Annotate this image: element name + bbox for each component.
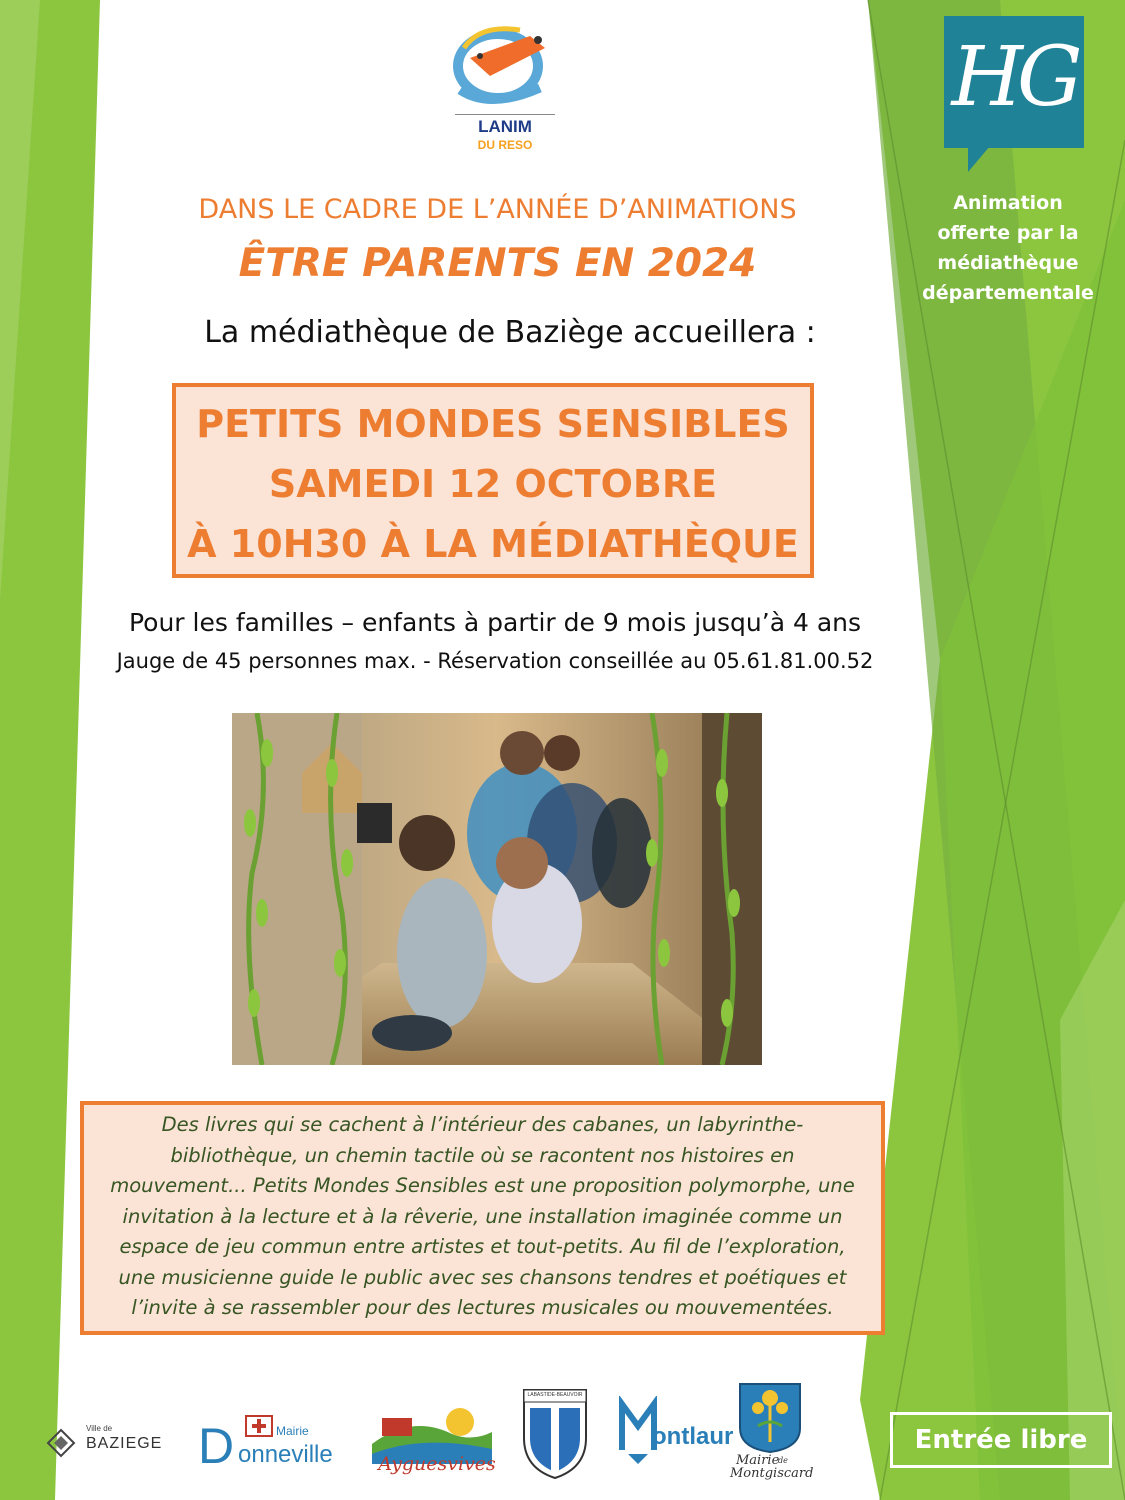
audience-capacity: Jauge de 45 personnes max. - Réservation conseillée au 05.61.81.00.52 bbox=[116, 649, 874, 673]
hg-logo-tail-icon bbox=[960, 146, 1000, 174]
donneville-name: onneville bbox=[238, 1441, 333, 1468]
description-line: Des livres qui se cachent à l’intérieur des cabanes, un labyrinthe- bbox=[161, 1113, 804, 1136]
hg-logo-text: HG bbox=[951, 30, 1077, 125]
donneville-cross-icon bbox=[244, 1410, 274, 1438]
event-title: PETITS MONDES SENSIBLES bbox=[196, 402, 790, 446]
description-line: invitation à la lecture et à la rêverie, une installation imaginée comme un bbox=[122, 1204, 843, 1228]
intro-theme: ÊTRE PARENTS EN 2024 bbox=[238, 241, 757, 286]
labastide-name: LABASTIDE-BEAUVOIR bbox=[527, 1392, 583, 1398]
intro-host: La médiathèque de Baziège accueillera : bbox=[204, 315, 816, 350]
intro-context: DANS LE CADRE DE L’ANNÉE D’ANIMATIONS bbox=[198, 194, 797, 225]
lanim-divider bbox=[455, 114, 555, 115]
ayguesvives-name: Ayguesvives bbox=[378, 1453, 496, 1475]
montlaur-name: ontlaur bbox=[652, 1423, 734, 1450]
montgiscard-de: de bbox=[778, 1456, 788, 1465]
lanim-subtitle: DU RESO bbox=[477, 138, 533, 152]
montgiscard-mairie: Mairie bbox=[736, 1453, 780, 1468]
montgiscard-crest-icon bbox=[738, 1382, 802, 1454]
audience-families: Pour les familles – enfants à partir de 9 mois jusqu’à 4 ans bbox=[128, 608, 862, 637]
side-note: Animation offerte par la médiathèque départementale bbox=[922, 192, 1094, 304]
labastide-shield-icon bbox=[522, 1388, 588, 1480]
description-line: l’invite à se rassembler pour des lectures musicales ou mouvementées. bbox=[131, 1296, 834, 1319]
donneville-initial: D bbox=[198, 1418, 235, 1474]
baziege-emblem-icon bbox=[46, 1428, 76, 1458]
lanim-title: LANIM bbox=[478, 117, 532, 136]
description-line: espace de jeu commun entre artistes et tout-petits. Au fil de l’exploration, bbox=[119, 1235, 846, 1258]
entree-libre-badge: Entrée libre bbox=[890, 1412, 1112, 1468]
description-line: une musicienne guide le public avec ses chansons tendres et poétiques et bbox=[118, 1265, 847, 1289]
event-photo bbox=[232, 713, 762, 1065]
montgiscard-name: Montgiscard bbox=[730, 1466, 814, 1481]
baziege-small-label: Ville de bbox=[86, 1424, 113, 1433]
baziege-name: BAZIEGE bbox=[86, 1435, 163, 1452]
donneville-mairie: Mairie bbox=[276, 1424, 309, 1438]
event-time-place: À 10H30 À LA MÉDIATHÈQUE bbox=[187, 522, 799, 566]
description-text bbox=[94, 1110, 871, 1324]
lanim-logo-icon bbox=[450, 18, 560, 118]
description-line: mouvement... Petits Mondes Sensibles est une proposition polymorphe, une bbox=[110, 1174, 855, 1197]
event-date: SAMEDI 12 OCTOBRE bbox=[268, 462, 718, 506]
description-line: bibliothèque, un chemin tactile où se racontent nos histoires en bbox=[170, 1143, 795, 1167]
